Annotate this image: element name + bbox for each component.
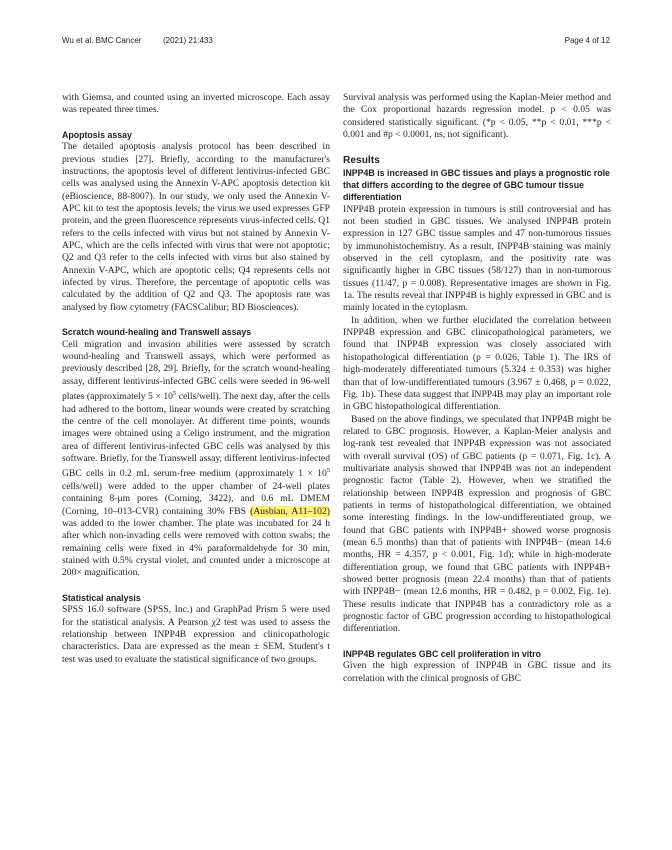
scratch-text-2: cells/well). The next day, after the cells had adhered to the bottom, linear wounds were created by scratching the centre of the cell monolayer. At different time points, wounds images were obtained using a Celigo instrument, and the migration area of different lentivirus-infected GBC cells was analysed by this software. Briefly, for the Transwell assay, different lentivirus-infected GBC cells in 0.2 mL serum-free medium (approximately 1 × 10: [62, 391, 331, 480]
right-column: [343, 92, 611, 685]
scratch-text-3: cells/well) were added to the upper chamber of 24-well plates containing 8-μm pores (Corning, 3422), and 0.6 mL DMEM (Corning, 10–013-CVR) containing 30% FBS: [62, 480, 330, 517]
inpp4b-paragraph-3: Based on the above findings, we speculated that INPP4B might be related to GBC prognosis. However, a Kaplan-Meier analysis and log-rank test revealed that INPP4B expression was not associated with overall survival (OS) of GBC patients (p = 0.071, Fig. 1c). A multivariate analysis showed that INPP4B was not an independent prognostic factor (Table 2). However, when we stratified the relationship between INPP4B expression and prognosis of GBC patients in terms of histopathological differentiation, we obtained some interesting findings. In the low-undifferentiated group, we found that GBC patients with INPP4B+ showed worse prognosis (mean 6.5 months) than that of patients with INPP4B− (mean 14.6 months, HR = 4.357, p < 0.001, Fig. 1d); while in high-moderate differentiation group, we found that GBC patients with INPP4B+ showed better prognosis (mean 22.4 months) than that of patients with INPP4B− (mean 12.6 months, HR = 0.482, p = 0.002, Fig. 1e). These results indicate that INPP4B has a contradictory role as a prognostic factor of GBC progression according to histopathological differentiation.: [343, 413, 611, 635]
stats-heading: Statistical analysis: [62, 592, 141, 603]
page-number: Page 4 of 12: [564, 36, 610, 45]
inpp4b-paragraph-2: In addition, when we further elucidated the correlation between INPP4B expression and GBC clinicopathological parameters, we found that INPP4B expression was closely associated with histopathological differentiation (p = 0.026, Table 1). The IRS of high-moderately differentiated tumours (5.324 ± 0.353) was higher than that of low-undifferentiated tumours (3.967 ± 0.468, p = 0.022, Fig. 1b). These data suggest that INPP4B may play an important role in GBC histopathological differentiation.: [343, 314, 611, 413]
survival-paragraph: Survival analysis was performed using the Kaplan-Meier method and the Cox proportional hazards regression model. p < 0.05 was considered statistically significant. (*p < 0.05, **p < 0.01, ***p < 0.001 and #p < 0.0001, ns, not significant).: [343, 92, 611, 141]
apoptosis-paragraph: The detailed apoptosis analysis protocol has been described in previous studies [27]. Briefly, according to the manufacturer's instructions, the apoptosis level of different lentivirus-infected GBC cells was analysed using the Annexin V-APC apoptosis detection kit (eBioscience, 88-8007). In our study, we only used the Annexin V-APC kit to test the apoptosis levels; the virus we used expresses GFP protein, and the green fluorescence represents virus-infected cells. Q1 refers to the cells infected with virus but not stained by Annexin V-APC, which are the cells infected with virus that were not apoptotic; Q2 and Q3 refer to the cells infected with virus but also stained by Annexin V-APC, which are apoptotic cells; Q4 represents cells not infected by virus. Therefore, the percentage of apoptotic cells was calculated by the addition of Q2 and Q3. The apoptosis rate was analysed by flow cytometry (FACSCalibur; BD Biosciences).: [62, 141, 330, 313]
inpp4b-heading: INPP4B is increased in GBC tissues and plays a prognostic role that differs according to the degree of GBC tumour tissue differentiation: [343, 167, 610, 203]
apoptosis-heading: Apoptosis assay: [62, 129, 132, 140]
stats-paragraph: SPSS 16.0 software (SPSS, Inc.) and GraphPad Prism 5 were used for the statistical analysis. A Pearson χ2 test was used to assess the relationship between INPP4B expression and clinicopathologic characteristics. Data are expressed as the mean ± SEM. Student's t test was used to evaluate the statistical significance of two groups.: [62, 604, 330, 665]
inpp4b-paragraph-1: INPP4B protein expression in tumours is still controversial and has not been studied in GBC tissues. We analysed INPP4B protein expression in 127 GBC tissue samples and 47 non-tumorous tissues by immunohistochemistry. As a result, INPP4B staining was mainly observed in the cell cytoplasm, and the positivity rate was significantly higher in GBC tissues (58/127) than in non-tumorous tissues (11/47, p = 0.008). Representative images are shown in Fig. 1a. The results reveal that INPP4B is highly expressed in GBC and is mainly located in the cytoplasm.: [343, 203, 611, 314]
scratch-sup-2: 5: [326, 467, 330, 475]
page-header: [62, 36, 610, 50]
year-volume: (2021) 21:433: [163, 36, 213, 45]
scratch-sup-1: 5: [172, 390, 177, 398]
highlighted-text: (Ausbian, A11–102): [250, 505, 330, 517]
results-heading: Results: [343, 154, 380, 166]
scratch-heading: Scratch wound-healing and Transwell assays: [62, 327, 252, 338]
journal-citation: Wu et al. BMC Cancer: [62, 36, 142, 45]
proliferation-heading: INPP4B regulates GBC cell proliferation in vitro: [343, 649, 541, 660]
intro-paragraph: with Giemsa, and counted using an inverted microscope. Each assay was repeated three times.: [62, 92, 330, 116]
proliferation-paragraph: Given the high expression of INPP4B in GBC tissue and its correlation with the clinical prognosis of GBC: [343, 660, 611, 684]
scratch-text-4: was added to the lower chamber. The plate was incubated for 24 h after which non-invading cells were removed with cotton swabs; the remaining cells were fixed in 4% paraformaldehyde for 30 min, stained with 0.5% crystal violet, and counted under a microscope at 200× magnification.: [62, 517, 330, 579]
scratch-text-1: Cell migration and invasion abilities were assessed by scratch wound-healing and Transwell assays, which were performed as previously described [28, 29]. Briefly, for the scratch wound-healing assay, different lentivirus-infected GBC cells were seeded in 96-well plates (approximately 5 × 10: [62, 338, 330, 403]
left-column: [62, 92, 330, 666]
scratch-paragraph: [62, 339, 330, 580]
